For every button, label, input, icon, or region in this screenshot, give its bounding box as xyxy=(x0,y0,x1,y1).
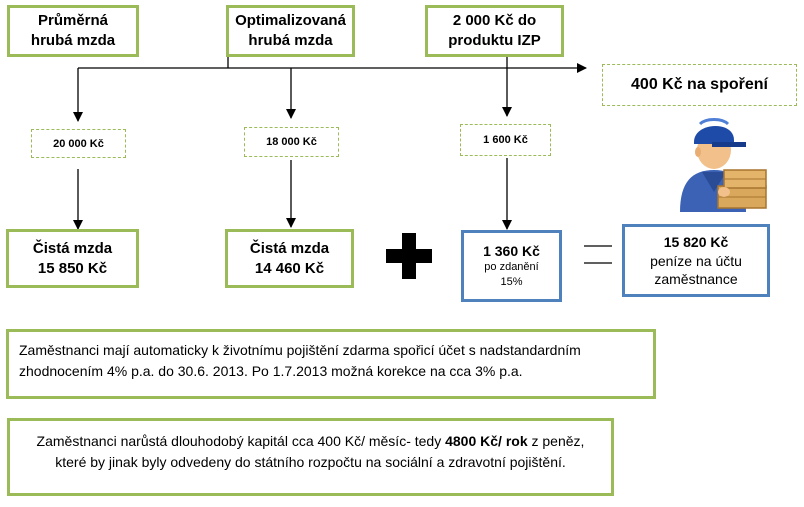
optimized-line1: Optimalizovaná xyxy=(235,12,346,29)
saving-label: 400 Kč na spoření xyxy=(631,76,768,93)
average-line2: hrubá mzda xyxy=(30,32,116,49)
taxed-amount-box xyxy=(461,230,562,302)
note2-line1 xyxy=(14,431,607,452)
net-wage-box-a xyxy=(6,229,139,288)
note2-highlight: 4800 Kč/ rok xyxy=(445,433,528,449)
note1-line1: Zaměstnanci mají automaticky k životnímu pojištění zdarma spořicí účet s nadstandardním xyxy=(19,342,581,358)
note-capital-growth xyxy=(7,418,614,496)
amount-box-a xyxy=(31,129,126,158)
average-gross-wage-box xyxy=(7,5,139,57)
amount-box-b xyxy=(244,127,339,157)
note-savings-account xyxy=(6,329,656,399)
note2-line1-start: Zaměstnanci narůstá dlouhodobý kapitál cca 400 Kč/ měsíc- tedy xyxy=(36,433,446,449)
taxed-rate: 15% xyxy=(500,276,523,288)
net-b-line1: Čistá mzda xyxy=(249,239,330,257)
amount-c: 1 600 Kč xyxy=(483,134,528,146)
net-b-line2: 14 460 Kč xyxy=(254,259,325,277)
amount-b: 18 000 Kč xyxy=(266,136,317,148)
note1-line2: zhodnocením 4% p.a. do 30.6. 2013. Po 1.7.2013 možná korekce na cca 3% p.a. xyxy=(19,363,523,379)
equals-icon xyxy=(584,244,612,266)
note2-line2: které by jinak byly odvedeny do státního rozpočtu na sociální a zdravotní pojištění. xyxy=(55,454,566,470)
amount-box-c xyxy=(460,124,551,156)
optimized-line2: hrubá mzda xyxy=(248,32,333,49)
saving-box xyxy=(602,64,797,106)
result-line1: peníze na účtu xyxy=(650,253,742,269)
net-wage-box-b xyxy=(225,229,354,288)
taxed-note: po zdanění xyxy=(484,261,539,273)
note2-line1-end: z peněz, xyxy=(527,433,585,449)
izp-line1: 2 000 Kč do xyxy=(452,12,537,29)
plus-icon xyxy=(386,233,432,279)
taxed-amount: 1 360 Kč xyxy=(483,243,540,259)
optimized-gross-wage-box xyxy=(226,5,355,57)
employee-account-box xyxy=(622,224,770,297)
average-line1: Průměrná xyxy=(37,12,109,29)
amount-a: 20 000 Kč xyxy=(53,137,104,150)
izp-product-box xyxy=(425,5,564,57)
net-a-line1: Čistá mzda xyxy=(32,239,113,257)
izp-line2: produktu IZP xyxy=(448,32,541,49)
net-a-line2: 15 850 Kč xyxy=(37,259,108,277)
result-line2: zaměstnance xyxy=(654,271,738,287)
delivery-worker-icon xyxy=(672,112,772,216)
result-amount: 15 820 Kč xyxy=(663,234,729,250)
